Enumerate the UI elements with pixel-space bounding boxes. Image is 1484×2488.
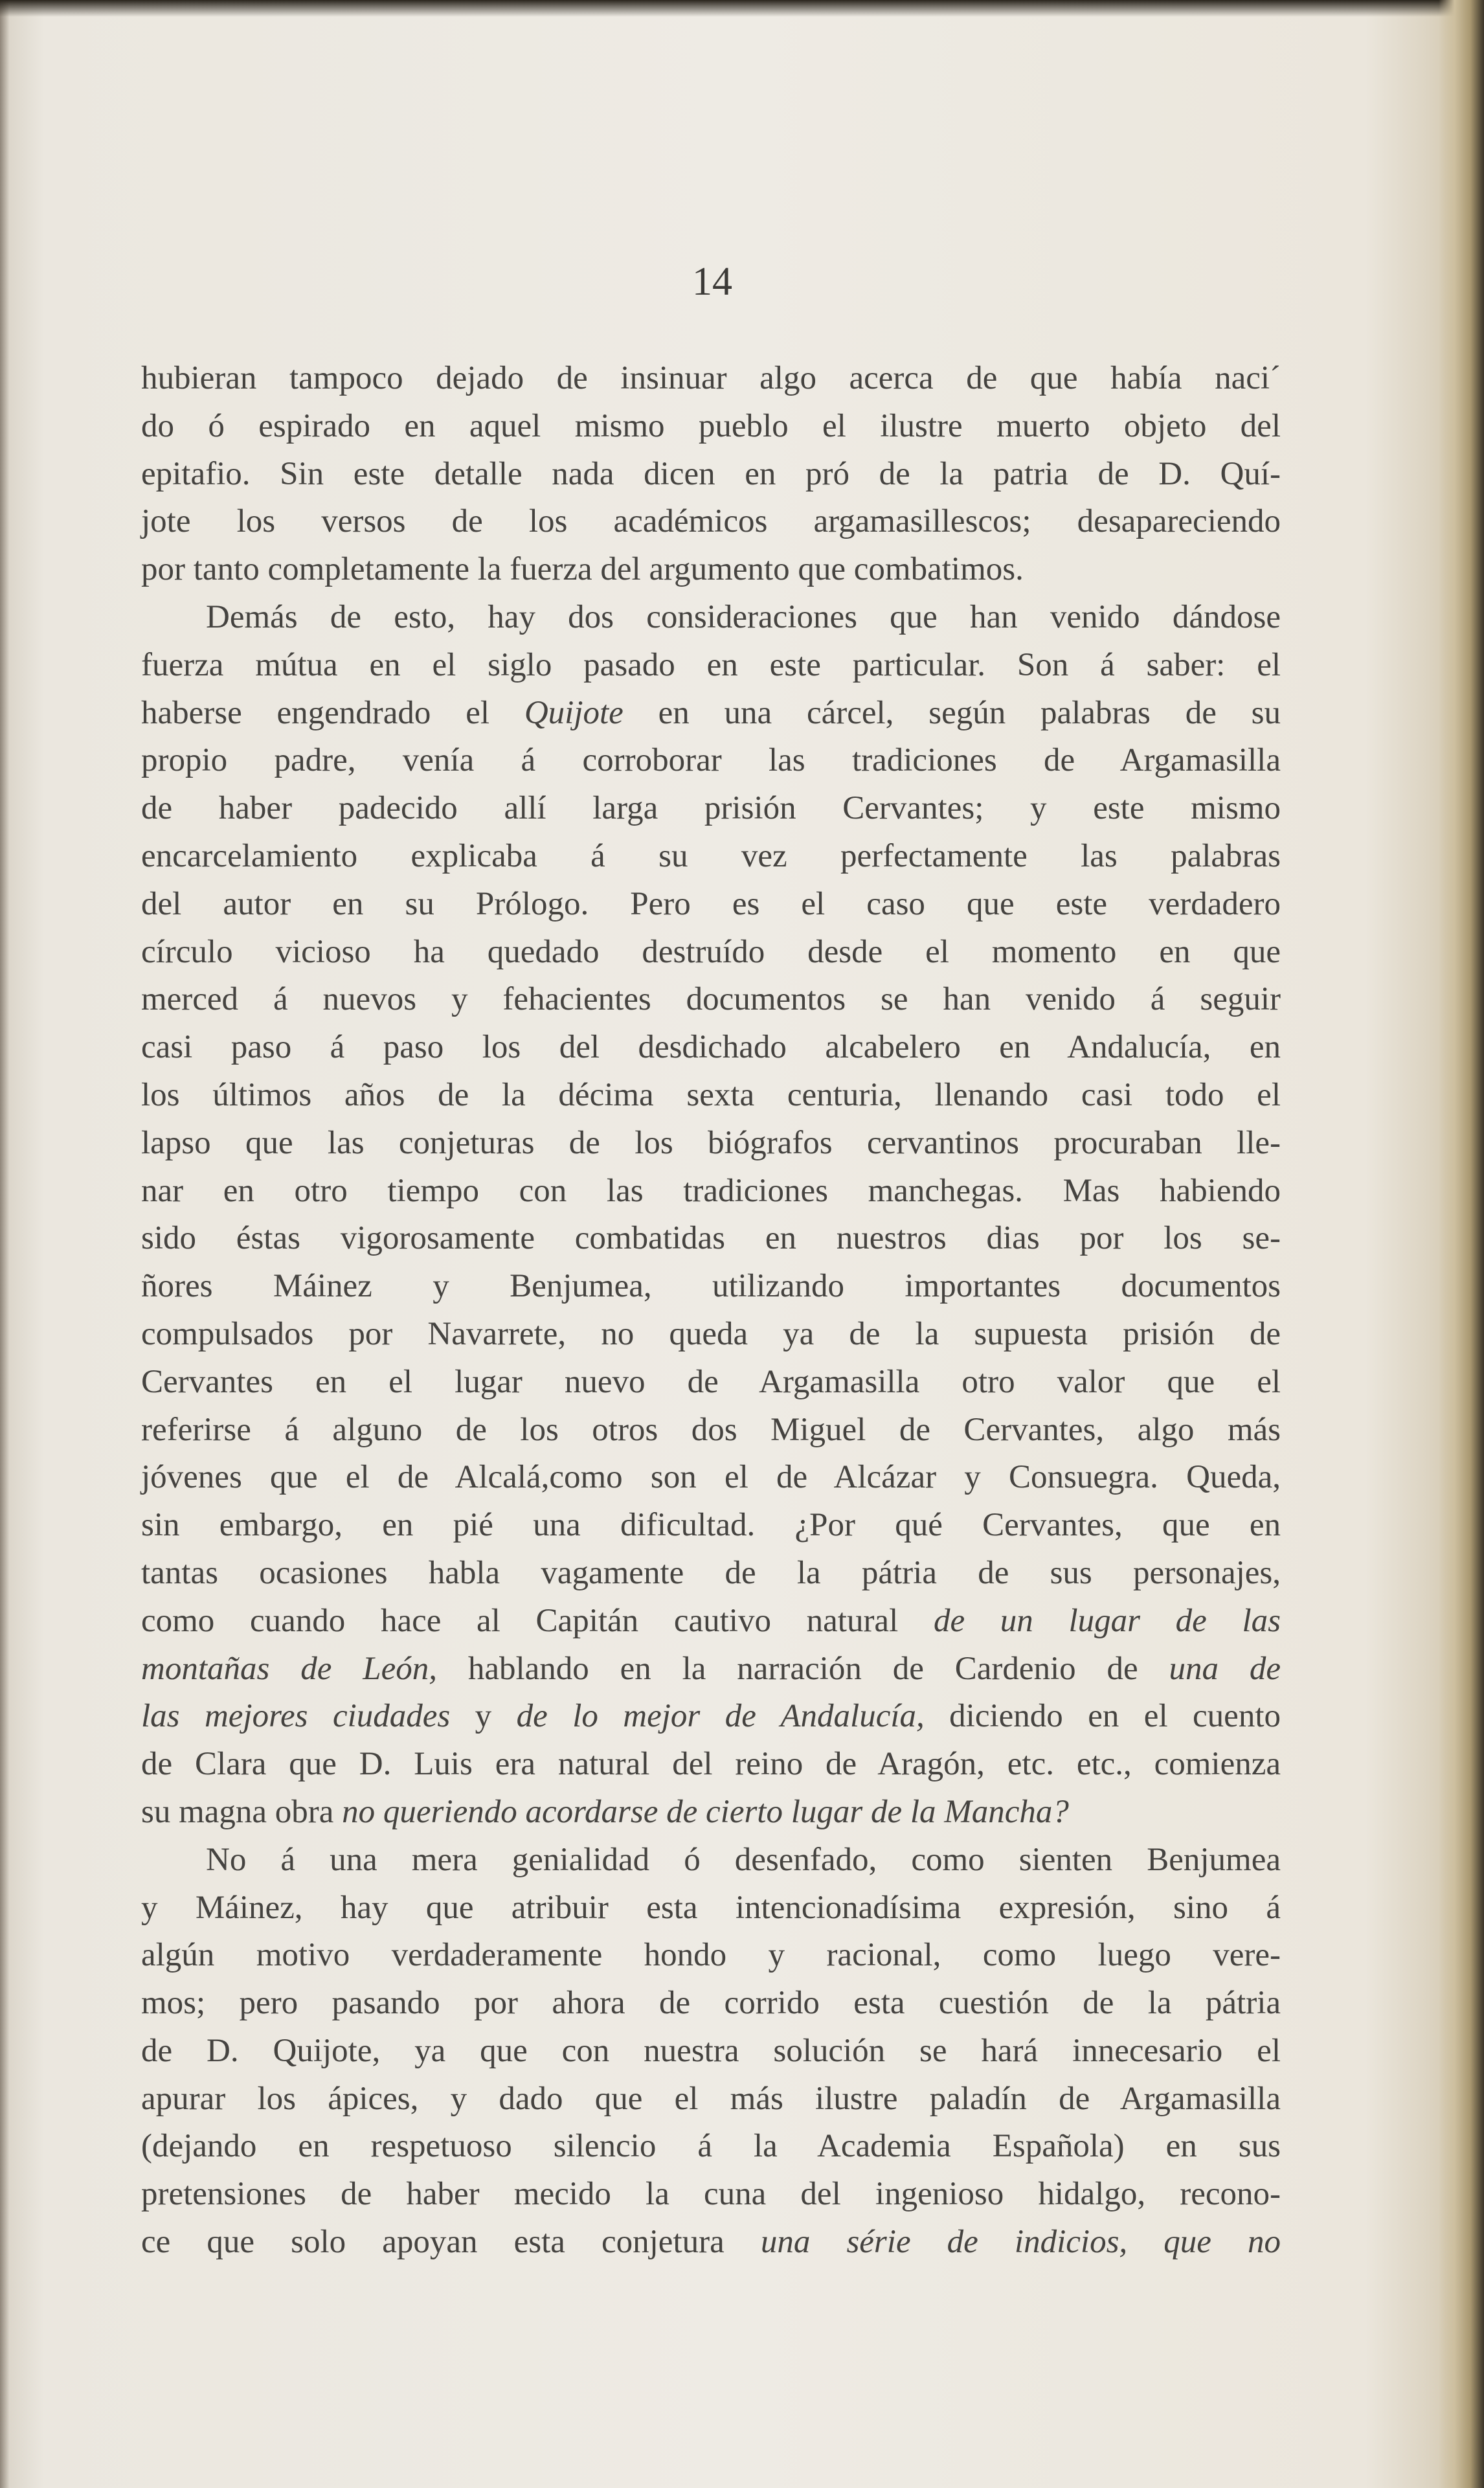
body-text [141,355,1281,2267]
text-line [141,1789,1281,1837]
text-run: sin embargo, en pié una dificultad. ¿Por qué Cervantes, que en [141,1507,1281,1544]
text-line [141,785,1281,833]
text-run: (dejando en respetuoso silencio á la Academia Española) en sus [141,2128,1281,2165]
text-line [141,833,1281,881]
text-line [141,1215,1281,1263]
text-run: como cuando hace al Capitán cautivo natural [141,1602,934,1639]
text-line [141,451,1281,499]
text-run: epitafio. Sin este detalle nada dicen en pró de la patria de D. Quí- [141,455,1281,492]
text-line [141,1072,1281,1120]
text-run: hubieran tampoco dejado de insinuar algo acerca de que había naci´ [141,360,1281,396]
text-line [141,355,1281,403]
page-left-edge [0,0,9,2488]
text-line [141,1168,1281,1216]
text-line [141,546,1281,594]
text-run: haberse engendrado el [141,694,524,731]
text-run: tantas ocasiones habla vagamente de la pátria de sus personajes, [141,1554,1281,1591]
text-line [141,1837,1281,1884]
text-run: nar en otro tiempo con las tradiciones manchegas. Mas habiendo [141,1172,1281,1209]
text-run: encarcelamiento explicaba á su vez perfectamente las palabras [141,837,1281,874]
text-run: de D. Quijote, ya que con nuestra solución se hará innecesario el [141,2032,1281,2069]
text-run: casi paso á paso los del desdichado alcabelero en Andalucía, en [141,1029,1281,1066]
text-line [141,2028,1281,2075]
text-run: de haber padecido allí larga prisión Cervantes; y este mismo [141,790,1281,827]
text-line [141,881,1281,929]
text-line [141,2123,1281,2171]
text-run: jóvenes que el de Alcalá,como son el de Alcázar y Consuegra. Queda, [141,1459,1281,1496]
italic-text: una de [1169,1650,1281,1687]
text-run: y Máinez, hay que atribuir esta intencionadísima expresión, sino á [141,1889,1281,1926]
text-line [141,1693,1281,1741]
text-run: fuerza mútua en el siglo pasado en este particular. Son á saber: el [141,646,1281,683]
text-run: compulsados por Navarrete, no queda ya de la supuesta prisión de [141,1315,1281,1352]
text-run: jote los versos de los académicos argamasillescos; desapareciendo [141,503,1281,540]
italic-text: una série de indicios, que no [760,2224,1281,2261]
italic-text: de un lugar de las [933,1602,1281,1639]
text-line [141,1120,1281,1168]
italic-text: Quijote [524,694,624,731]
text-line [141,1454,1281,1502]
text-run: propio padre, venía á corroborar las tradiciones de Argamasilla [141,742,1281,779]
italic-text: no queriendo acordarse de cierto lugar de la Mancha? [342,1793,1069,1830]
text-run: Cervantes en el lugar nuevo de Argamasilla otro valor que el [141,1363,1281,1400]
text-line [141,594,1281,642]
text-line [141,642,1281,690]
text-line [141,1741,1281,1789]
text-run: ñores Máinez y Benjumea, utilizando importantes documentos [141,1268,1281,1305]
text-run: en una cárcel, según palabras de su [623,694,1281,731]
text-line [141,976,1281,1024]
page-top-edge [0,0,1484,17]
text-run: por tanto completamente la fuerza del argumento que combatimos. [141,551,1024,588]
italic-text: las mejores ciudades [141,1698,451,1735]
text-run: los últimos años de la décima sexta centuria, llenando casi todo el [141,1076,1281,1113]
text-line [141,403,1281,451]
text-line [141,1502,1281,1550]
text-line [141,929,1281,977]
text-line [141,1598,1281,1645]
text-line [141,1932,1281,1980]
text-line [141,690,1281,738]
text-run: hablando en la narración de Cardenio de [436,1650,1169,1687]
text-line [141,1980,1281,2028]
text-run: lapso que las conjeturas de los biógrafos cervantinos procuraban lle- [141,1124,1281,1161]
text-run: apurar los ápices, y dado que el más ilustre paladín de Argamasilla [141,2080,1281,2117]
text-run: algún motivo verdaderamente hondo y racional, como luego vere- [141,1937,1281,1974]
text-run: merced á nuevos y fehacientes documentos se han venido á seguir [141,981,1281,1018]
text-line [141,1359,1281,1407]
text-line [141,2171,1281,2219]
text-line [141,737,1281,785]
page-gutter-shadow [1439,0,1484,2488]
text-run: de Clara que D. Luis era natural del reino de Aragón, etc. etc., comienza [141,1746,1281,1783]
text-line [141,1024,1281,1072]
text-run: Demás de esto, hay dos consideraciones que han venido dándose [206,598,1281,635]
text-line [141,1263,1281,1311]
text-run: pretensiones de haber mecido la cuna del ingenioso hidalgo, recono- [141,2176,1281,2213]
text-run: diciendo en el cuento [924,1698,1281,1735]
text-line [141,2075,1281,2123]
text-line [141,1311,1281,1359]
text-run: ce que solo apoyan esta conjetura [141,2224,761,2261]
text-run: su magna obra [141,1793,343,1830]
page-number: 14 [692,260,732,304]
text-run: No á una mera genialidad ó desenfado, como sienten Benjumea [206,1841,1281,1878]
text-run: y [450,1698,517,1735]
italic-text: montañas de León, [141,1650,437,1687]
italic-text: de lo mejor de Andalucía, [516,1698,925,1735]
text-run: referirse á alguno de los otros dos Miguel de Cervantes, algo más [141,1411,1281,1448]
text-line [141,1550,1281,1598]
text-run: sido éstas vigorosamente combatidas en nuestros dias por los se- [141,1220,1281,1257]
text-run: círculo vicioso ha quedado destruído desde el momento en que [141,933,1281,970]
text-run: del autor en su Prólogo. Pero es el caso que este verdadero [141,885,1281,922]
text-line [141,1407,1281,1454]
text-line [141,1645,1281,1693]
text-run: mos; pero pasando por ahora de corrido esta cuestión de la pátria [141,1985,1281,2022]
text-line [141,498,1281,546]
text-run: do ó espirado en aquel mismo pueblo el ilustre muerto objeto del [141,407,1281,444]
text-line [141,1884,1281,1932]
text-line [141,2219,1281,2267]
